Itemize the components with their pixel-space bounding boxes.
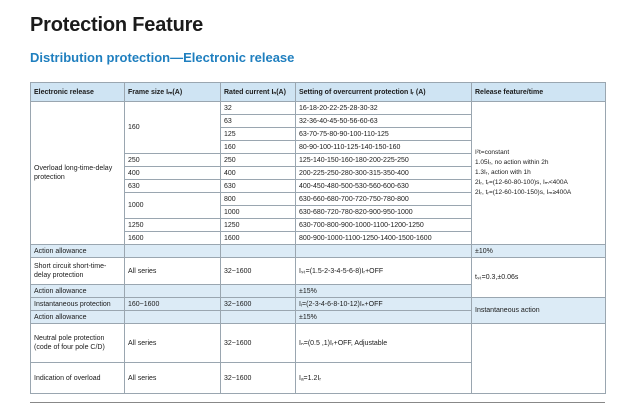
rated-cell: 32~1600 [221, 324, 296, 363]
empty-cell [125, 311, 221, 324]
frame-cell: All series [125, 258, 221, 285]
empty-cell [472, 324, 606, 394]
feature-line: 2Iᵣ, tᵣ=(12-60-100-150)s, Iₘ≥400A [475, 189, 572, 196]
overload-feature [472, 102, 606, 245]
setting-cell: Iₐ=1.2Iᵣ [296, 363, 472, 394]
frame-cell: 160~1600 [125, 298, 221, 311]
header-release-feature: Release feature/time [472, 83, 606, 102]
empty-cell [125, 285, 221, 298]
table-row [31, 324, 606, 363]
frame-cell: 1000 [125, 193, 221, 219]
setting-cell: 630-680-720-780-820-900-950-1000 [296, 206, 472, 219]
rated-cell: 400 [221, 167, 296, 180]
rated-cell: 250 [221, 154, 296, 167]
action-allowance-label: Action allowance [31, 285, 125, 298]
rated-cell: 63 [221, 115, 296, 128]
instantaneous-feature: Instantaneous action [472, 298, 606, 324]
neutral-pole-label: Neutral pole protection (code of four pole C/D) [31, 324, 125, 363]
table-row [31, 245, 606, 258]
empty-cell [221, 245, 296, 258]
allowance-value: ±15% [296, 285, 472, 298]
feature-line: 2Iᵣ, tᵣ=(12-60-80-100)s, Iₘ<400A [475, 179, 568, 186]
header-rated-current: Rated current Iₙ(A) [221, 83, 296, 102]
header-setting: Setting of overcurrent protection Iᵣ (A) [296, 83, 472, 102]
allowance-value: ±10% [472, 245, 606, 258]
setting-cell: Iₛₜ=(1.5-2-3-4-5-6-8)Iᵣ+OFF [296, 258, 472, 285]
frame-cell: 630 [125, 180, 221, 193]
setting-cell: 200-225-250-280-300-315-350-400 [296, 167, 472, 180]
page-title: Protection Feature [30, 14, 204, 36]
table-row [31, 102, 606, 115]
instantaneous-label: Instantaneous protection [31, 298, 125, 311]
empty-cell [221, 285, 296, 298]
setting-cell: 630-700-800-900-1000-1100-1200-1250 [296, 219, 472, 232]
table-header-row [31, 83, 606, 102]
section-subtitle: Distribution protection—Electronic release [30, 50, 295, 65]
setting-cell: 125-140-150-160-180-200-225-250 [296, 154, 472, 167]
frame-cell: 160 [125, 102, 221, 154]
setting-cell: 80-90-100-110-125-140-150-160 [296, 141, 472, 154]
header-frame-size: Frame size Iₘ(A) [125, 83, 221, 102]
empty-cell [296, 245, 472, 258]
rated-cell: 160 [221, 141, 296, 154]
overload-label: Overload long-time-delay protection [31, 102, 125, 245]
frame-cell: 250 [125, 154, 221, 167]
divider [30, 402, 605, 403]
rated-cell: 1250 [221, 219, 296, 232]
rated-cell: 1000 [221, 206, 296, 219]
rated-cell: 32~1600 [221, 363, 296, 394]
allowance-value: ±15% [296, 311, 472, 324]
rated-cell: 800 [221, 193, 296, 206]
setting-cell: 63-70-75-80-90-100-110-125 [296, 128, 472, 141]
setting-cell: 400-450-480-500-530-560-600-630 [296, 180, 472, 193]
frame-cell: All series [125, 324, 221, 363]
rated-cell: 125 [221, 128, 296, 141]
header-electronic-release: Electronic release [31, 83, 125, 102]
empty-cell [125, 245, 221, 258]
indication-label: Indication of overload [31, 363, 125, 394]
feature-line: 1.05Iᵣ, no action within 2h [475, 159, 549, 166]
rated-cell: 1600 [221, 232, 296, 245]
setting-cell: 16-18-20-22-25-28-30-32 [296, 102, 472, 115]
frame-cell: 1600 [125, 232, 221, 245]
empty-cell [221, 311, 296, 324]
setting-cell: 800-900-1000-1100-1250-1400-1500-1600 [296, 232, 472, 245]
feature-line: 1.3Iᵣ, action with 1h [475, 169, 531, 176]
protection-table [30, 82, 606, 394]
setting-cell: 32-36-40-45-50-56-60-63 [296, 115, 472, 128]
frame-cell: 400 [125, 167, 221, 180]
table-row [31, 258, 606, 285]
table-row [31, 298, 606, 311]
rated-cell: 630 [221, 180, 296, 193]
rated-cell: 32~1600 [221, 298, 296, 311]
rated-cell: 32~1600 [221, 258, 296, 285]
feature-line: I²t=constant [475, 149, 510, 156]
short-circuit-feature: tₛₜ=0.3,±0.06s [472, 258, 606, 298]
action-allowance-label: Action allowance [31, 245, 125, 258]
action-allowance-label: Action allowance [31, 311, 125, 324]
rated-cell: 32 [221, 102, 296, 115]
setting-cell: 630-660-680-700-720-750-780-800 [296, 193, 472, 206]
setting-cell: Iₙ=(0.5 ,1)Iᵣ+OFF, Adjustable [296, 324, 472, 363]
short-circuit-label: Short circuit short-time-delay protection [31, 258, 125, 285]
setting-cell: Iᵢ=(2-3-4-6-8-10-12)Iₙ+OFF [296, 298, 472, 311]
frame-cell: All series [125, 363, 221, 394]
frame-cell: 1250 [125, 219, 221, 232]
